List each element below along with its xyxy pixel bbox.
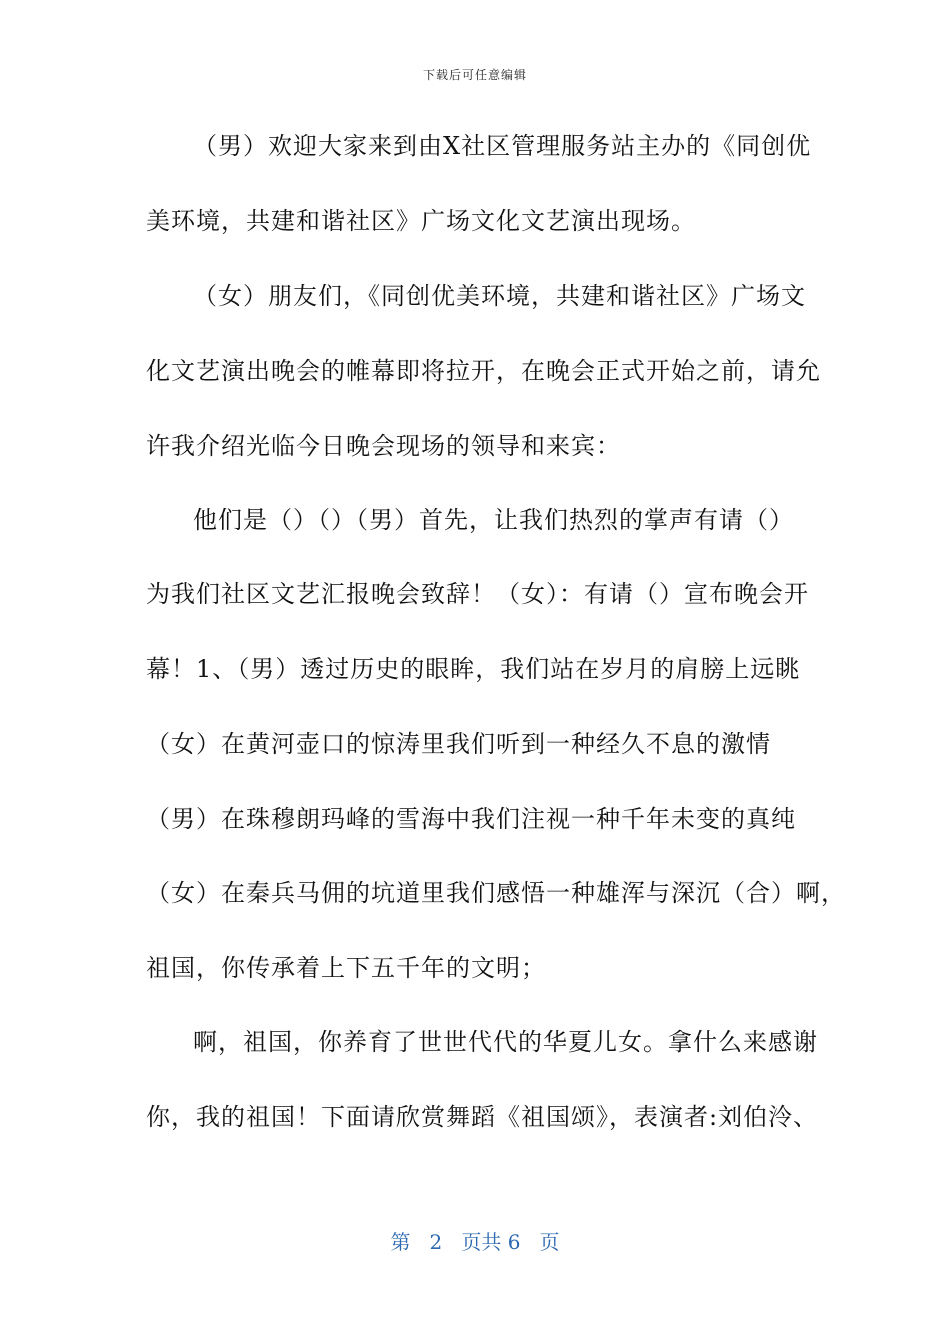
body-line-14: 你，我的祖国！下面请欣赏舞蹈《祖国颂》，表演者:刘伯泠、 [146, 1103, 819, 1131]
footer-label-ye-gong: 页共 [461, 1230, 502, 1254]
body-line-7: 为我们社区文艺汇报晚会致辞！（女）：有请（）宣布晚会开 [146, 580, 809, 608]
body-line-1: （男）欢迎大家来到由X社区管理服务站主办的《同创优 [193, 132, 812, 160]
footer-label-ye: 页 [539, 1230, 560, 1254]
current-page-number: 2 [429, 1230, 443, 1254]
body-line-6: 他们是（）（）（男）首先，让我们热烈的掌声有请（） [193, 506, 794, 534]
body-line-9: （女）在黄河壶口的惊涛里我们听到一种经久不息的激情 [146, 730, 771, 758]
footer-label-di: 第 [390, 1230, 411, 1254]
body-line-10: （男）在珠穆朗玛峰的雪海中我们注视一种千年未变的真纯 [146, 805, 796, 833]
body-line-12: 祖国，你传承着上下五千年的文明； [146, 954, 546, 982]
page-footer [0, 1226, 950, 1255]
body-line-8: 幕！1、（男）透过历史的眼眸，我们站在岁月的肩膀上远眺 [146, 655, 801, 683]
body-line-13: 啊，祖国，你养育了世世代代的华夏儿女。拿什么来感谢 [193, 1028, 818, 1056]
page-header-note: 下载后可任意编辑 [422, 68, 527, 82]
body-line-11: （女）在秦兵马佣的坑道里我们感悟一种雄浑与深沉（合）啊， [146, 879, 846, 907]
body-line-2: 美环境，共建和谐社区》广场文化文艺演出现场。 [146, 207, 696, 235]
total-page-number: 6 [507, 1230, 521, 1254]
body-line-3: （女）朋友们，《同创优美环境，共建和谐社区》广场文 [193, 282, 806, 310]
body-line-4: 化文艺演出晚会的帷幕即将拉开，在晚会正式开始之前，请允 [146, 357, 821, 385]
body-line-5: 许我介绍光临今日晚会现场的领导和来宾： [146, 432, 621, 460]
